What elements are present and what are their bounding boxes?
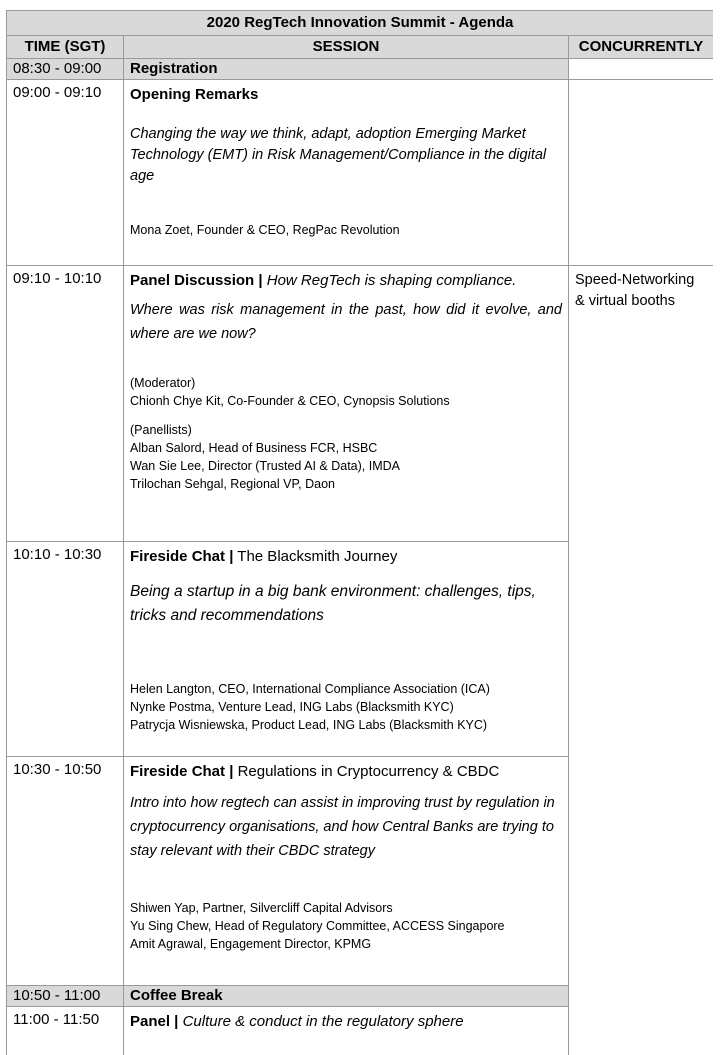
- session-title: Panel Discussion |: [130, 272, 263, 289]
- agenda-title: 2020 RegTech Innovation Summit - Agenda: [7, 11, 714, 36]
- session-title: Opening Remarks: [130, 86, 258, 103]
- time-cell: 09:00 - 09:10: [7, 80, 124, 266]
- panellist-line: Wan Sie Lee, Director (Trusted AI & Data), IMDA: [130, 457, 562, 475]
- time-cell: 08:30 - 09:00: [7, 59, 124, 80]
- concurrent-activity: Speed-Networking & virtual booths: [575, 270, 707, 312]
- time-cell: 10:10 - 10:30: [7, 542, 124, 757]
- agenda-frame: [6, 10, 713, 1055]
- time-cell: 09:10 - 10:10: [7, 266, 124, 542]
- session-topic: Culture & conduct in the regulatory sphere: [183, 1013, 464, 1030]
- concurrent-cell-empty: [569, 80, 714, 266]
- table-row: [7, 59, 714, 80]
- session-description: Intro into how regtech can assist in improving trust by regulation in cryptocurrency organisations, and how Central Banks are trying to stay relevant with their CBDC strategy: [130, 791, 562, 863]
- agenda-title-row: [7, 11, 714, 36]
- moderator-name: Chionh Chye Kit, Co-Founder & CEO, Cynopsis Solutions: [130, 392, 562, 410]
- speaker-line: Nynke Postma, Venture Lead, ING Labs (Blacksmith KYC): [130, 698, 562, 716]
- session-topic: How RegTech is shaping compliance.: [267, 272, 517, 289]
- session-cell: [124, 266, 569, 542]
- session-cell: [124, 59, 569, 80]
- header-concurrently: CONCURRENTLY: [569, 36, 714, 59]
- speaker-line: Patrycja Wisniewska, Product Lead, ING Labs (Blacksmith KYC): [130, 716, 562, 734]
- speaker-line: Helen Langton, CEO, International Compliance Association (ICA): [130, 680, 562, 698]
- session-title: Panel |: [130, 1013, 178, 1030]
- session-title: Fireside Chat |: [130, 763, 233, 780]
- session-title: Fireside Chat |: [130, 548, 233, 565]
- panellist-line: Alban Salord, Head of Business FCR, HSBC: [130, 439, 562, 457]
- session-description: Being a startup in a big bank environment: challenges, tips, tricks and recommendations: [130, 580, 562, 628]
- panellist-line: Trilochan Sehgal, Regional VP, Daon: [130, 475, 562, 493]
- speaker-line: Shiwen Yap, Partner, Silvercliff Capital Advisors: [130, 899, 562, 917]
- table-row: [7, 80, 714, 266]
- speaker-line: Yu Sing Chew, Head of Regulatory Committee, ACCESS Singapore: [130, 917, 562, 935]
- moderator-label: (Moderator): [130, 374, 562, 392]
- session-title: Registration: [130, 60, 218, 77]
- time-cell: 10:50 - 11:00: [7, 986, 124, 1007]
- session-description: Changing the way we think, adapt, adoption Emerging Market Technology (EMT) in Risk Management/Compliance in the digital age: [130, 124, 562, 187]
- header-row: [7, 36, 714, 59]
- concurrent-cell-empty: [569, 59, 714, 80]
- speaker-line: Amit Agrawal, Engagement Director, KPMG: [130, 935, 562, 953]
- session-title: Coffee Break: [130, 987, 223, 1004]
- session-topic: The Blacksmith Journey: [237, 548, 397, 565]
- header-time: TIME (SGT): [7, 36, 124, 59]
- header-session: SESSION: [124, 36, 569, 59]
- session-topic: Regulations in Cryptocurrency & CBDC: [238, 763, 500, 780]
- session-cell: [124, 80, 569, 266]
- session-cell: [124, 757, 569, 986]
- session-description: Where was risk management in the past, how did it evolve, and where are we now?: [130, 298, 562, 346]
- agenda-table: [6, 10, 713, 1055]
- time-cell: 11:00 - 11:50: [7, 1007, 124, 1055]
- session-cell: [124, 542, 569, 757]
- panellists-label: (Panellists): [130, 421, 562, 439]
- time-cell: 10:30 - 10:50: [7, 757, 124, 986]
- session-cell: [124, 1007, 569, 1055]
- session-cell: [124, 986, 569, 1007]
- speaker-line: Mona Zoet, Founder & CEO, RegPac Revolution: [130, 221, 562, 239]
- table-row: [7, 266, 714, 542]
- concurrent-cell: [569, 266, 714, 1055]
